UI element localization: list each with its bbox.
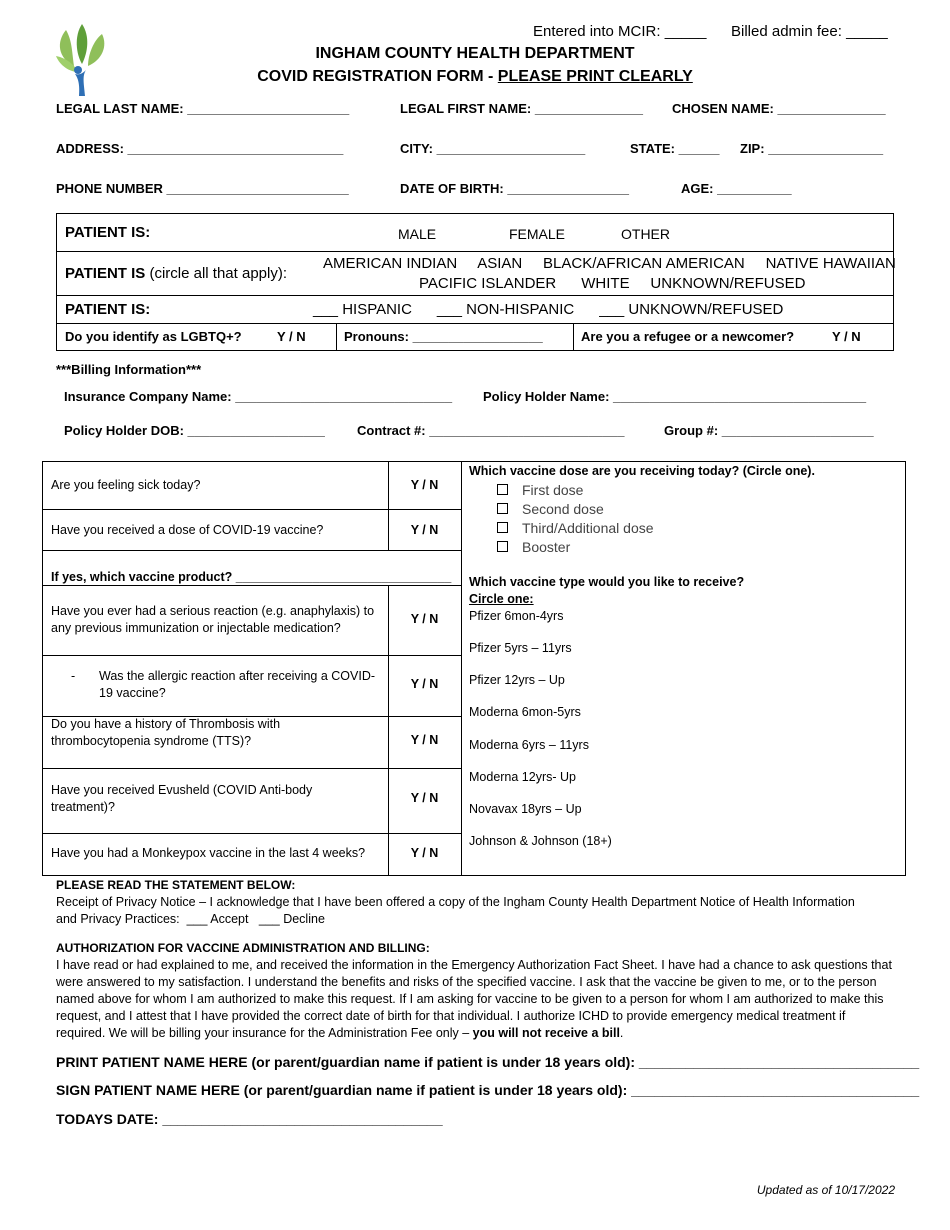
vaccine-type-option[interactable]: Moderna 12yrs- Up — [469, 770, 576, 784]
race-label-text: PATIENT IS — [65, 265, 146, 282]
pronouns-field[interactable]: Pronouns: __________________ — [344, 329, 543, 344]
chosen-name-label: CHOSEN NAME: — [672, 101, 774, 116]
city-blank[interactable]: ______________________ — [436, 141, 585, 156]
zip-blank[interactable]: _________________ — [768, 141, 883, 156]
group-number-field[interactable]: Group #: _____________________ — [664, 423, 874, 438]
dose-option-booster-label: Booster — [522, 539, 571, 555]
race-options-line1[interactable]: AMERICAN INDIAN ASIAN BLACK/AFRICAN AMERICAN NATIVE HAWAIIAN — [323, 255, 896, 272]
race-row — [57, 252, 896, 296]
row-divider — [43, 585, 462, 586]
subquestion-dash: - — [71, 669, 76, 683]
vaccine-type-option[interactable]: Novavax 18yrs – Up — [469, 802, 582, 816]
city-field[interactable] — [400, 141, 585, 156]
row-divider — [388, 509, 462, 510]
row-divider — [43, 550, 462, 551]
circle-one-label: Circle one: — [469, 592, 534, 606]
screening-questions-table — [42, 461, 462, 876]
checkbox-icon[interactable] — [497, 503, 508, 514]
dose-heading: Which vaccine dose are you receiving today? (Circle one). — [469, 464, 815, 478]
prior-vaccine-product-field[interactable]: If yes, which vaccine product? _______________________________ — [51, 570, 452, 584]
first-name-blank[interactable]: ________________ — [534, 101, 643, 116]
vaccine-type-option[interactable]: Moderna 6yrs – 11yrs — [469, 738, 589, 752]
dose-option-first-label: First dose — [522, 482, 584, 498]
question-prior-dose: Have you received a dose of COVID-19 vaccine? — [51, 523, 324, 537]
row-divider — [43, 768, 462, 769]
race-label-hint: (circle all that apply): — [145, 265, 287, 282]
policy-holder-name-field[interactable]: Policy Holder Name: ___________________________________ — [483, 389, 867, 404]
question-monkeypox: Have you had a Monkeypox vaccine in the last 4 weeks? — [51, 846, 366, 860]
sex-option-male[interactable]: MALE — [398, 226, 437, 242]
vaccine-type-option[interactable]: Moderna 6mon-5yrs — [469, 705, 581, 719]
privacy-notice-choice[interactable]: and Privacy Practices: ___ Accept ___ Decline — [56, 912, 325, 926]
row-divider — [43, 509, 388, 510]
address-field[interactable] — [56, 141, 343, 156]
contract-number-field[interactable]: Contract #: ___________________________ — [357, 423, 625, 438]
ethnicity-label: PATIENT IS: — [65, 301, 151, 318]
identity-row — [57, 324, 893, 350]
question-serious-reaction: Have you ever had a serious reaction (e.g. anaphylaxis) to any previous immunization or injectable medication? — [51, 604, 375, 635]
dob-field[interactable] — [400, 181, 629, 196]
todays-date-field[interactable]: TODAYS DATE: ____________________________________ — [56, 1111, 443, 1127]
answer-covid-allergic-reaction[interactable]: Y / N — [410, 677, 439, 691]
last-name-field[interactable] — [56, 101, 349, 116]
first-name-label: LEGAL FIRST NAME: — [400, 101, 532, 116]
ethnicity-row — [57, 296, 893, 324]
answer-tts-history[interactable]: Y / N — [410, 733, 439, 747]
vaccine-type-option[interactable]: Pfizer 12yrs – Up — [469, 673, 565, 687]
form-title — [0, 68, 950, 86]
insurance-company-field[interactable]: Insurance Company Name: ______________________________ — [64, 389, 453, 404]
dose-option-booster[interactable] — [497, 539, 570, 555]
phone-label: PHONE NUMBER — [56, 181, 163, 196]
dose-option-second-label: Second dose — [522, 501, 604, 517]
city-label: CITY: — [400, 141, 433, 156]
identity-divider-1 — [336, 324, 337, 350]
answer-monkeypox[interactable]: Y / N — [410, 846, 439, 860]
department-title: INGHAM COUNTY HEALTH DEPARTMENT — [315, 45, 635, 62]
sex-label: PATIENT IS: — [65, 224, 151, 241]
billed-admin-fee: Billed admin fee: _____ — [731, 23, 888, 40]
sign-patient-name-field[interactable]: SIGN PATIENT NAME HERE (or parent/guardian name if patient is under 18 years old): _____________________________________ — [56, 1082, 920, 1098]
authorization-body: I have read or had explained to me, and received the information in the Emergency Authorization Fact Sheet. I have had a chance to ask questions that were answered to my satisfaction. I understand the benefits and risks of the specified vaccine. I ask that the vaccine be given to me, or to the person named above for whom I am authorized to make this request. If I am asking for vaccine to be given to a person for whom I am authorized to make this request, and I attest that I have provided the correct date of birth for that individual. I authorize ICHD to provide emergency medical treatment if required. We will be billing your insurance for the Administration Fee only – — [56, 958, 892, 1040]
vaccine-type-option[interactable]: Pfizer 6mon-4yrs — [469, 609, 564, 623]
zip-label: ZIP: — [740, 141, 765, 156]
answer-sick-today[interactable]: Y / N — [410, 478, 439, 492]
age-blank[interactable]: ___________ — [717, 181, 792, 196]
policy-holder-dob-field[interactable]: Policy Holder DOB: ___________________ — [64, 423, 325, 438]
updated-date: Updated as of 10/17/2022 — [756, 1183, 895, 1197]
refugee-label: Are you a refugee or a newcomer? — [581, 329, 795, 344]
phone-field[interactable] — [56, 181, 348, 196]
row-divider — [43, 833, 462, 834]
refugee-yn[interactable]: Y / N — [832, 329, 861, 344]
question-evusheld: Have you received Evusheld (COVID Anti-body treatment)? — [51, 783, 313, 814]
checkbox-icon[interactable] — [497, 522, 508, 533]
authorization-heading: AUTHORIZATION FOR VACCINE ADMINISTRATION AND BILLING: — [56, 941, 430, 955]
sex-row — [57, 214, 893, 252]
chosen-name-blank[interactable]: ________________ — [777, 101, 886, 116]
phone-blank[interactable]: ___________________________ — [166, 181, 349, 196]
read-statement-heading: PLEASE READ THE STATEMENT BELOW: — [56, 878, 296, 892]
age-label: AGE: — [681, 181, 714, 196]
first-name-field[interactable] — [400, 101, 643, 116]
answer-evusheld[interactable]: Y / N — [410, 791, 439, 805]
address-blank[interactable]: ________________________________ — [127, 141, 343, 156]
state-field[interactable] — [630, 141, 719, 156]
answer-prior-dose[interactable]: Y / N — [410, 523, 439, 537]
form-title-prefix: COVID REGISTRATION FORM - — [257, 68, 498, 85]
state-blank[interactable]: ______ — [678, 141, 720, 156]
vaccine-selection-panel — [461, 461, 906, 876]
chosen-name-field[interactable] — [672, 101, 885, 116]
dose-option-third-label: Third/Additional dose — [522, 520, 654, 536]
vaccine-type-option[interactable]: Pfizer 5yrs – 11yrs — [469, 641, 572, 655]
billing-heading: ***Billing Information*** — [56, 362, 202, 377]
race-options-line2[interactable]: PACIFIC ISLANDER WHITE UNKNOWN/REFUSED — [419, 275, 806, 292]
sex-option-female[interactable]: FEMALE — [509, 226, 566, 242]
authorization-text — [56, 957, 892, 1042]
ethnicity-options[interactable]: ___ HISPANIC ___ NON-HISPANIC ___ UNKNOWN/REFUSED — [313, 301, 784, 318]
checkbox-icon[interactable] — [497, 541, 508, 552]
question-covid-allergic-reaction: Was the allergic reaction after receiving a COVID-19 vaccine? — [99, 669, 376, 700]
dob-blank[interactable]: __________________ — [507, 181, 629, 196]
privacy-notice-line1: Receipt of Privacy Notice – I acknowledge that I have been offered a copy of the Ingham County Health Department Notice of Health Information — [56, 895, 855, 909]
age-field[interactable] — [681, 181, 791, 196]
last-name-blank[interactable]: ________________________ — [187, 101, 349, 116]
address-label: ADDRESS: — [56, 141, 124, 156]
vaccine-type-heading: Which vaccine type would you like to receive? — [469, 575, 745, 589]
answer-serious-reaction[interactable]: Y / N — [410, 612, 439, 626]
state-label: STATE: — [630, 141, 676, 156]
dose-option-second[interactable] — [497, 501, 604, 517]
checkbox-icon[interactable] — [497, 484, 508, 495]
identity-divider-2 — [573, 324, 574, 350]
dose-option-third[interactable] — [497, 520, 654, 536]
no-bill-emphasis: you will not receive a bill — [472, 1026, 620, 1040]
last-name-label: LEGAL LAST NAME: — [56, 101, 184, 116]
entered-into-mcir: Entered into MCIR: _____ — [533, 23, 707, 40]
sex-option-other[interactable]: OTHER — [621, 226, 670, 242]
vaccine-type-option[interactable]: Johnson & Johnson (18+) — [469, 834, 612, 848]
question-sick-today: Are you feeling sick today? — [51, 478, 201, 492]
question-tts-history: Do you have a history of Thrombosis with thrombocytopenia syndrome (TTS)? — [51, 717, 281, 748]
patient-demographics-box — [56, 213, 894, 351]
row-divider — [43, 655, 462, 656]
race-label — [65, 265, 287, 282]
lgbtq-label: Do you identify as LGBTQ+? — [65, 329, 242, 344]
form-title-emphasis: PLEASE PRINT CLEARLY — [497, 68, 693, 85]
dose-option-first[interactable] — [497, 482, 583, 498]
authorization-end: . — [619, 1026, 624, 1040]
dob-label: DATE OF BIRTH: — [400, 181, 504, 196]
zip-field[interactable] — [740, 141, 883, 156]
lgbtq-yn[interactable]: Y / N — [277, 329, 306, 344]
print-patient-name-field[interactable]: PRINT PATIENT NAME HERE (or parent/guardian name if patient is under 18 years old): ____________________________________ — [56, 1054, 920, 1070]
